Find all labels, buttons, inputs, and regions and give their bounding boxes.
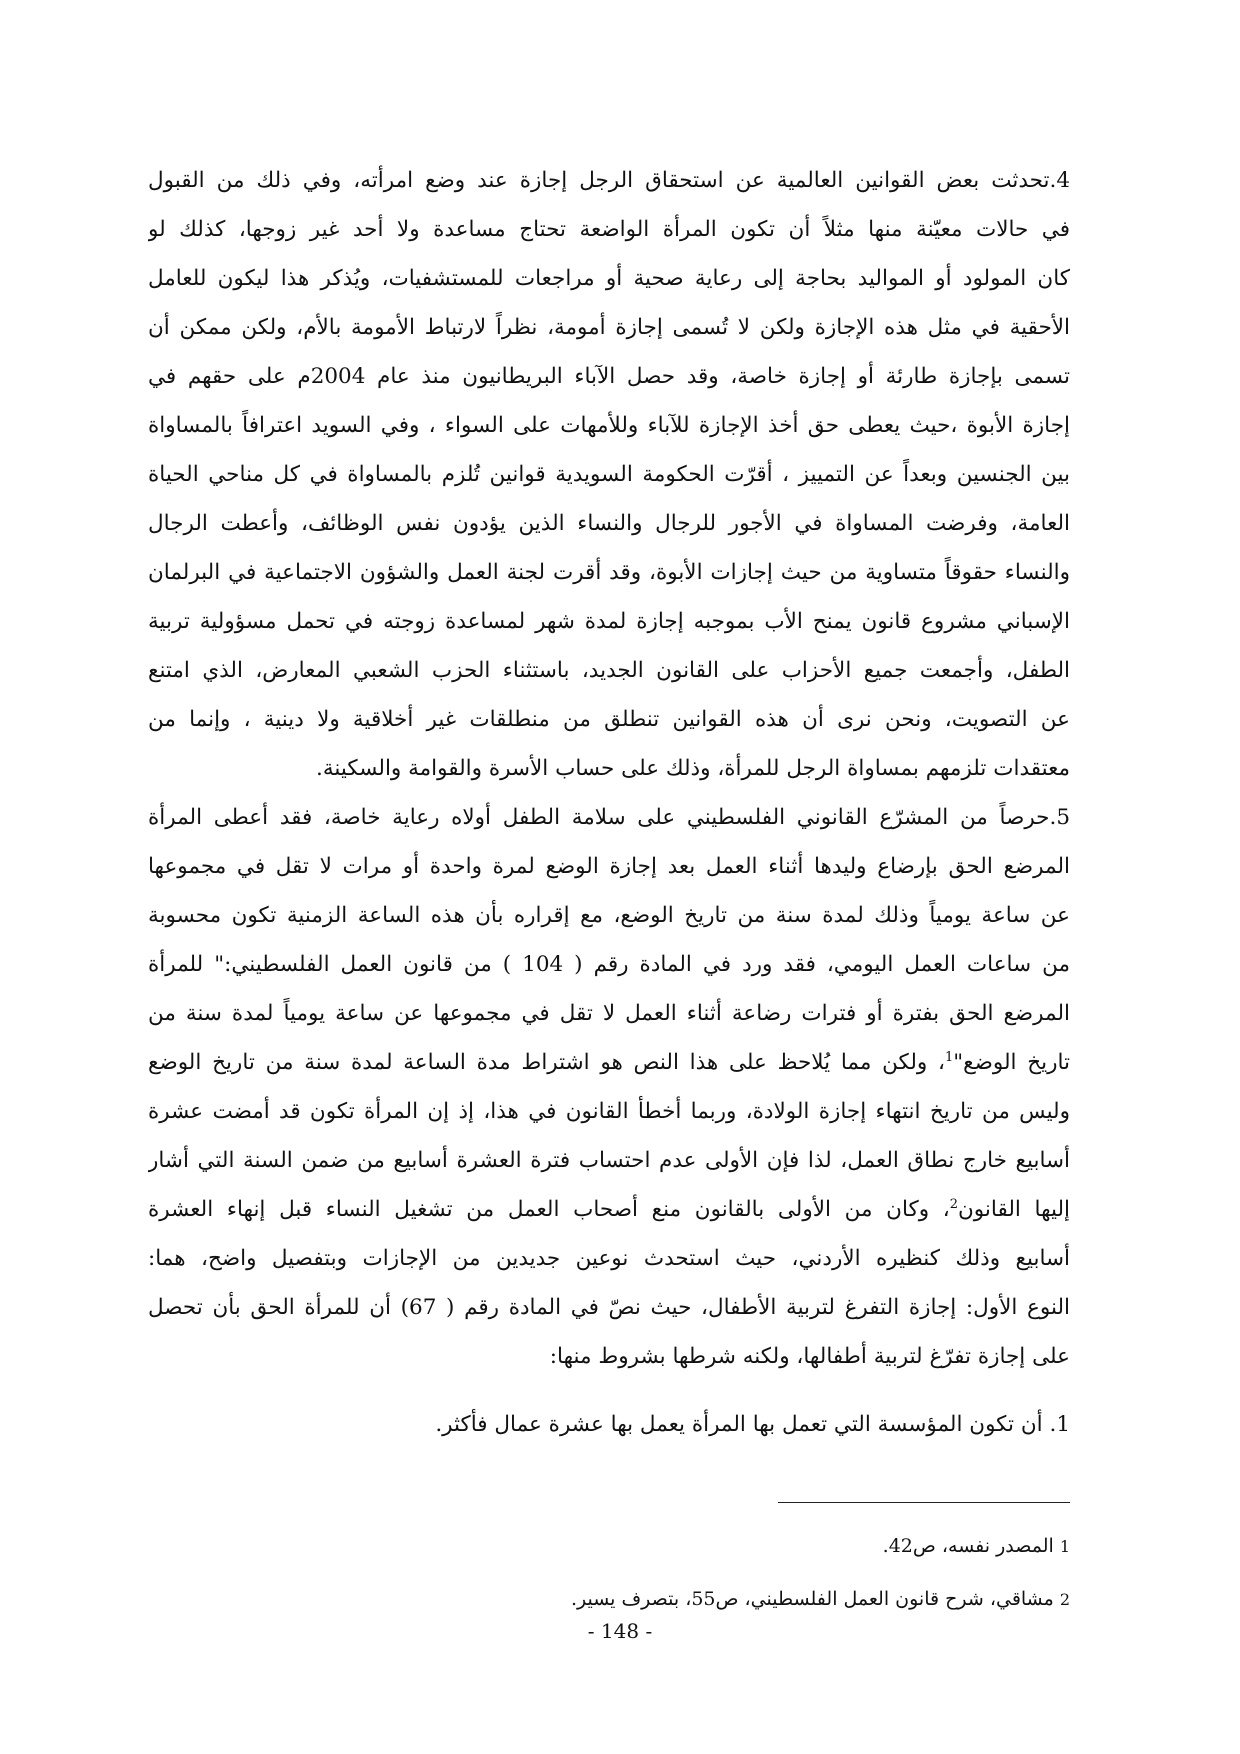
text-line: معتقدات تلزمهم بمساواة الرجل للمرأة، وذلك على حساب الأسرة والقوامة والسكينة. [316,756,1070,781]
text-line: النوع الأول: إجازة التفرغ لتربية الأطفال، حيث نصّ في المادة رقم ( 67) أن للمرأة الحق بأن تحصل [148,1295,1070,1320]
footnote-ref-2[interactable]: 2 [949,1196,959,1212]
text-line: أسابيع خارج نطاق العمل، لذا فإن الأولى عدم احتساب فترة العشرة أسابيع من ضمن السنة التي أشار [148,1148,1070,1173]
text-line: المرضع الحق بفترة أو فترات رضاعة أثناء العمل لا تقل في مجموعها عن ساعة يومياً لمدة سنة من [148,1001,1070,1026]
footnote-number: 1 [1059,1537,1070,1556]
text-line: أسابيع وذلك كنظيره الأردني، حيث استحدث نوعين جديدين من الإجازات وبتفصيل واضح، هما: [148,1246,1070,1271]
text-line: على إجازة تفرّغ لتربية أطفالها، ولكنه شرطها بشروط منها: [549,1344,1070,1369]
text-line: العامة، وفرضت المساواة في الأجور للرجال والنساء الذين يؤدون نفس الوظائف، وأعطت الرجال [148,511,1070,536]
text-line: عن التصويت، ونحن نرى أن هذه القوانين تنطلق من منطلقات غير أخلاقية ولا دينية ، وإنما من [148,707,1070,732]
text-line: كان المولود أو المواليد بحاجة إلى رعاية صحية أو مراجعات للمستشفيات، ويُذكر هذا ليكون للعامل [148,266,1070,291]
text-line: الإسباني مشروع قانون يمنح الأب بموجبه إجازة لمدة شهر لمساعدة زوجته في تحمل مسؤولية تربية [148,609,1070,634]
text-line: 4.تحدثت بعض القوانين العالمية عن استحقاق الرجل إجازة عند وضع امرأته، وفي ذلك من القبول [148,168,1070,193]
paragraph-5 [148,793,1070,1381]
text-line: من ساعات العمل اليومي، فقد ورد في المادة رقم ( 104 ) من قانون العمل الفلسطيني:" للمرأة [148,952,1070,977]
body-text [148,156,1070,1381]
text-line: عن ساعة يومياً وذلك لمدة سنة من تاريخ الوضع، مع إقراره بأن هذه الساعة الزمنية تكون محسوبة [148,903,1070,928]
text-line: والنساء حقوقاً متساوية من حيث إجازات الأبوة، وقد أقرت لجنة العمل والشؤون الاجتماعية في البرلمان [148,560,1070,585]
footnote-ref-1[interactable]: 1 [944,1049,954,1065]
footnote-number: 2 [1059,1590,1070,1609]
text-segment: تاريخ الوضع" [953,1050,1070,1075]
text-line: 5.حرصاً من المشرّع القانوني الفلسطيني على سلامة الطفل أولاه رعاية خاصة، فقد أعطى المرأة [148,805,1070,830]
text-line: الطفل، وأجمعت جميع الأحزاب على القانون الجديد، باستثناء الحزب الشعبي المعارض، الذي امتنع [148,658,1070,683]
footnote-text: المصدر نفسه، ص42. [882,1535,1054,1557]
footnote-text: مشاقي، شرح قانون العمل الفلسطيني، ص55، بتصرف يسير. [570,1588,1054,1610]
list-item: 1. أن تكون المؤسسة التي تعمل بها المرأة يعمل بها عشرة عمال فأكثر. [435,1412,1070,1437]
text-line: بين الجنسين وبعداً عن التمييز ، أقرّت الحكومة السويدية قوانين تُلزم بالمساواة في كل مناحي الحياة [148,462,1070,487]
text-segment: إليها القانون [958,1197,1070,1222]
text-line: وليس من تاريخ انتهاء إجازة الولادة، وربما أخطأ القانون في هذا، إذ إن المرأة تكون قد أمضت عشرة [148,1099,1070,1124]
footnotes [148,1520,1070,1626]
text-segment: ، ولكن مما يُلاحظ على هذا النص هو اشتراط مدة الساعة لمدة سنة من تاريخ الوضع [148,1050,945,1075]
footnote-1 [148,1520,1070,1573]
page-number: - 148 - [587,1619,653,1643]
paragraph-4 [148,156,1070,793]
text-line: تسمى بإجازة طارئة أو إجازة خاصة، وقد حصل الآباء البريطانيون منذ عام 2004م على حقهم في [148,364,1070,389]
text-line: في حالات معيّنة منها مثلاً أن تكون المرأة الواضعة تحتاج مساعدة ولا أحد غير زوجها، كذلك لو [148,217,1070,242]
text-line: المرضع الحق بإرضاع وليدها أثناء العمل بعد إجازة الوضع لمرة واحدة أو مرات لا تقل في مجموعها [148,854,1070,879]
text-line-with-footnote [148,1038,1070,1087]
numbered-list [148,1400,1070,1449]
text-segment: ، وكان من الأولى بالقانون منع أصحاب العمل من تشغيل النساء قبل إنهاء العشرة [148,1197,950,1222]
footnote-separator [778,1502,1070,1503]
text-line: الأحقية في مثل هذه الإجازة ولكن لا تُسمى إجازة أمومة، نظراً لارتباط الأمومة بالأم، ولكن ممكن أن [148,315,1070,340]
text-line: إجازة الأبوة ،حيث يعطى حق أخذ الإجازة للآباء وللأمهات على السواء ، وفي السويد اعترافاً بالمساواة [148,413,1070,438]
text-line-with-footnote [148,1185,1070,1234]
